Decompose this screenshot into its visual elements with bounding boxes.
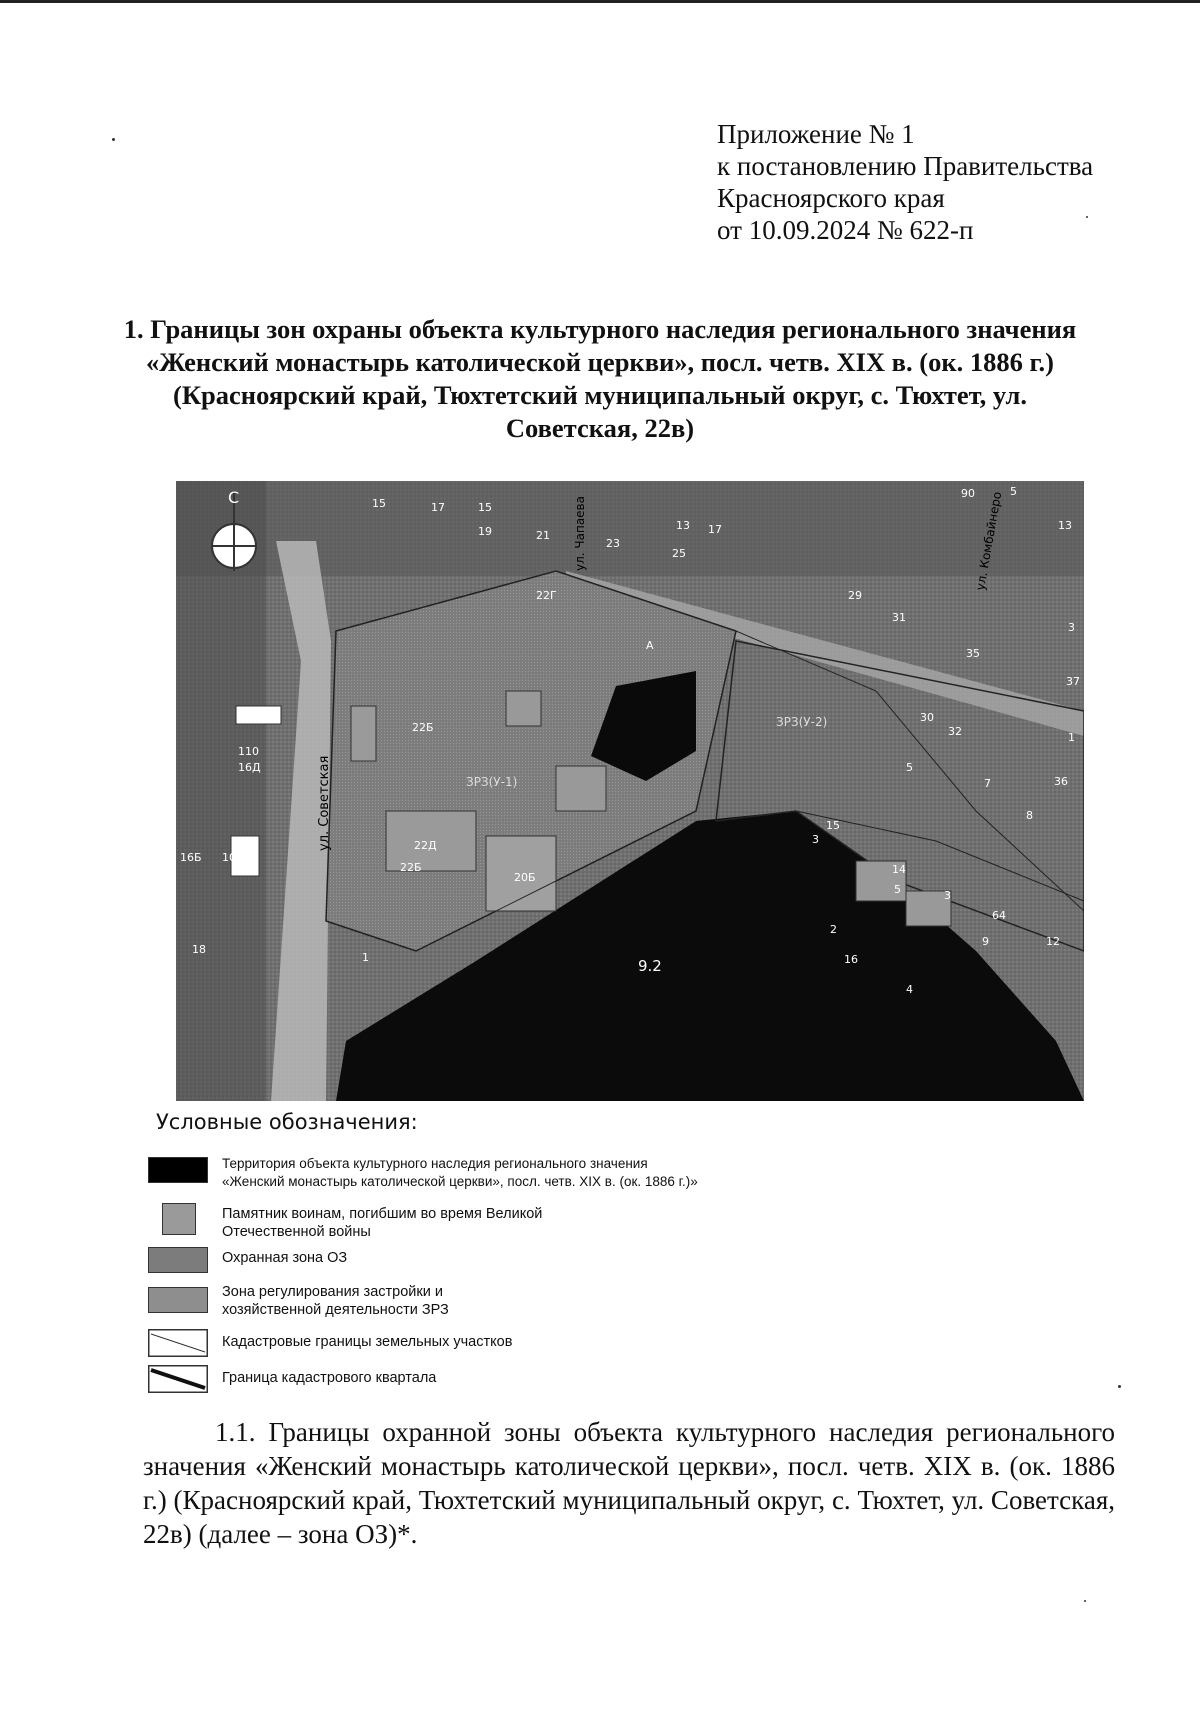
swatch-black <box>148 1157 208 1183</box>
street-kombainerov-label: ул. Комбайнеро <box>973 490 1005 592</box>
zone-label-zrz2: ЗРЗ(У-2) <box>776 715 828 729</box>
house-number: 7 <box>984 777 991 790</box>
house-number: 20Б <box>514 871 536 884</box>
house-number: 3 <box>1068 621 1075 634</box>
house-number: 22Б <box>400 861 422 874</box>
house-number: 90 <box>961 487 975 500</box>
house-number: 22Г <box>536 589 557 602</box>
house-number: 14 <box>892 863 906 876</box>
scan-speck <box>1084 1600 1086 1602</box>
swatch-oz <box>148 1247 208 1273</box>
house-number: 21 <box>536 529 550 542</box>
house-number: 5 <box>894 883 901 896</box>
street-sovetskaya-label: ул. Советская <box>317 755 332 851</box>
house-number: 17 <box>431 501 445 514</box>
house-number: 22Б <box>412 721 434 734</box>
house-number: 2 <box>830 923 837 936</box>
scan-speck <box>112 138 115 141</box>
swatch-thin-line <box>148 1329 208 1357</box>
house-number: 16Д <box>238 761 261 774</box>
house-number: 5 <box>906 761 913 774</box>
legend-text-line: Памятник воинам, погибшим во время Великой <box>222 1206 543 1222</box>
scan-speck <box>1118 1385 1121 1388</box>
annex-resolution: к постановлению Правительства <box>717 151 1094 181</box>
street-chapaeva-label: ул. Чапаева <box>573 496 587 571</box>
house-number: 18 <box>192 943 206 956</box>
section-heading: 1. Границы зон охраны объекта культурного наследия регионального значения «Женский монастырь католической церкви», посл. четв. XIX в. (ок. 1886 г.) (Красноярский край, Тюхтетский муниципальный округ, с. Тюхтет, ул. Советская, 22в) <box>123 314 1077 443</box>
house-number: 110 <box>238 745 259 758</box>
north-label: С <box>228 488 240 507</box>
house-number: 13 <box>676 519 690 532</box>
water-label: 9.2 <box>638 957 662 975</box>
house-number: 9 <box>982 935 989 948</box>
house-number: 19 <box>478 525 492 538</box>
legend-text-line: Территория объекта культурного наследия регионального значения <box>222 1156 648 1171</box>
house-number: 1 <box>1068 731 1075 744</box>
scan-speck <box>1086 216 1088 218</box>
house-number: 16 <box>844 953 858 966</box>
top-border-line <box>0 0 1200 3</box>
house-number: 17 <box>708 523 722 536</box>
zone-map <box>176 481 1084 1101</box>
annex-number: Приложение № 1 <box>717 119 915 149</box>
house-number: А <box>646 639 654 652</box>
house-number: 3 <box>812 833 819 846</box>
annex-date: от 10.09.2024 № 622-п <box>717 215 974 245</box>
house-number: 23 <box>606 537 620 550</box>
legend-title: Условные обозначения: <box>156 1110 418 1134</box>
swatch-thick-line <box>148 1365 208 1393</box>
legend-text-line: «Женский монастырь католической церкви», посл. четв. XIX в. (ок. 1886 г.)» <box>222 1174 698 1189</box>
house-number: 32 <box>948 725 962 738</box>
swatch-monument <box>162 1203 196 1235</box>
swatch-zrz <box>148 1287 208 1313</box>
house-number: 36 <box>1054 775 1068 788</box>
house-number: 5 <box>1010 485 1017 498</box>
legend-text-line: Зона регулирования застройки и <box>222 1284 443 1300</box>
house-number: 8 <box>1026 809 1033 822</box>
house-number: 15 <box>372 497 386 510</box>
legend-text-line: Граница кадастрового квартала <box>222 1370 437 1386</box>
legend-text-line: Охранная зона ОЗ <box>222 1250 348 1266</box>
house-number: 3 <box>944 889 951 902</box>
house-number: 35 <box>966 647 980 660</box>
annex-region: Красноярского края <box>717 183 945 213</box>
house-number: 1 <box>362 951 369 964</box>
house-number: 4 <box>906 983 913 996</box>
house-number: 15 <box>478 501 492 514</box>
house-number: 31 <box>892 611 906 624</box>
house-number: 37 <box>1066 675 1080 688</box>
legend-text-line: Кадастровые границы земельных участков <box>222 1334 513 1350</box>
house-number: 30 <box>920 711 934 724</box>
house-number: 64 <box>992 909 1006 922</box>
house-number: 22Д <box>414 839 437 852</box>
house-number: 12 <box>1046 935 1060 948</box>
legend-text-line: Отечественной войны <box>222 1224 371 1240</box>
house-number: 29 <box>848 589 862 602</box>
zone-label-zrz1: ЗРЗ(У-1) <box>466 775 518 789</box>
legend-text-line: хозяйственной деятельности ЗРЗ <box>222 1302 449 1318</box>
house-number: 13 <box>1058 519 1072 532</box>
house-number: 25 <box>672 547 686 560</box>
annex-header <box>717 118 1093 246</box>
house-number: 16Б <box>180 851 202 864</box>
house-number: 15 <box>826 819 840 832</box>
house-number: 10 <box>222 851 236 864</box>
map-svg <box>176 481 1084 1101</box>
paragraph-1-1: 1.1. Границы охранной зоны объекта культурного наследия регионального значения «Женский монастырь католической церкви», посл. четв. XIX в. (ок. 1886 г.) (Красноярский край, Тюхтетский муниципальный округ, с. Тюхтет, ул. Советская, 22в) (далее – зона ОЗ)*. <box>143 1417 1115 1549</box>
